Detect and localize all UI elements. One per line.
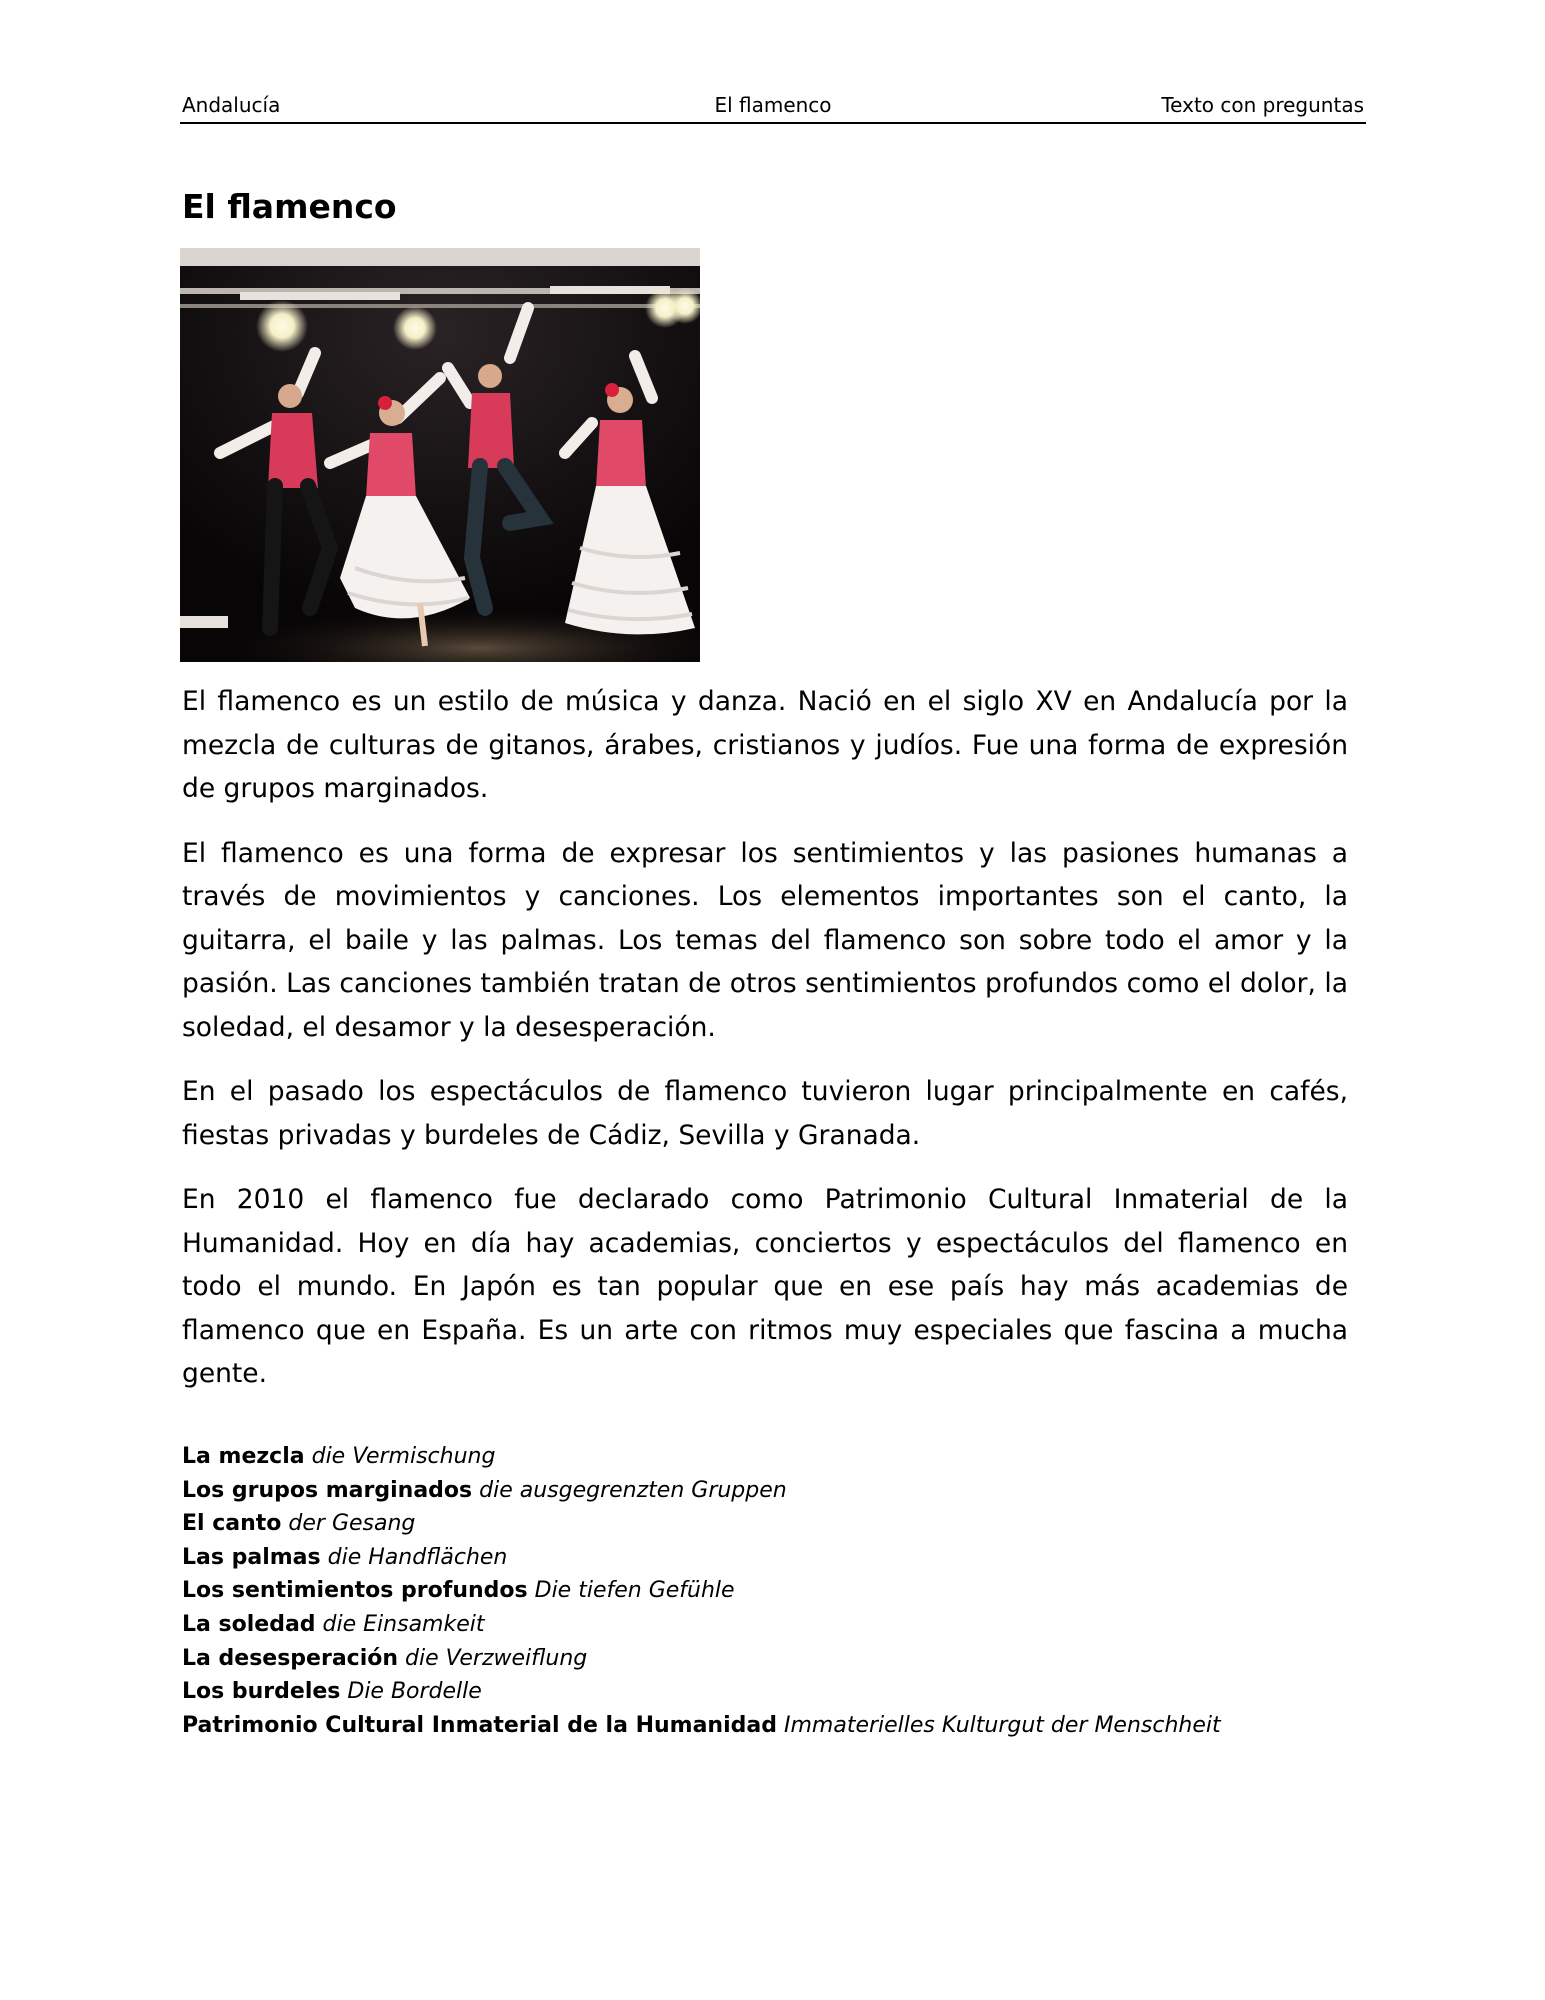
stage-light-icon	[393, 306, 437, 350]
stage-light-icon	[256, 300, 308, 352]
article-body	[182, 680, 1348, 1417]
vocabulary-term: La mezcla	[182, 1444, 305, 1469]
vocabulary-term: Los sentimientos profundos	[182, 1578, 528, 1604]
vocabulary-definition: die Verzweiflung	[405, 1645, 588, 1671]
vocabulary-term: Los burdeles	[182, 1679, 341, 1705]
vocabulary-definition: die Handflächen	[327, 1544, 508, 1570]
header-center: El flamenco	[714, 93, 832, 117]
vocabulary-term: Las palmas	[182, 1544, 321, 1570]
vocabulary-definition: die ausgegrenzten Gruppen	[479, 1477, 787, 1503]
vocabulary-definition: die Vermischung	[311, 1444, 496, 1469]
vocabulary-definition: Immaterielles Kulturgut der Menschheit	[783, 1712, 1221, 1738]
vocabulary-term: Los grupos marginados	[182, 1477, 473, 1503]
vocabulary-definition: Die Bordelle	[347, 1679, 482, 1705]
vocabulary-item	[182, 1642, 1348, 1676]
document-page	[180, 0, 1370, 2000]
vocabulary-item	[182, 1675, 1348, 1709]
vocabulary-term: La soledad	[182, 1611, 316, 1637]
paragraph-4: En 2010 el flamenco fue declarado como Patrimonio Cultural Inmaterial de la Humanidad. Hoy en día hay academias, conciertos y espectáculos del flamenco en todo el mundo. En Japón es tan popular que en ese país hay más academias de flamenco que en España. Es un arte con ritmos muy especiales que fascina a mucha gente.	[182, 1184, 1348, 1389]
vocabulary-term: El canto	[182, 1511, 282, 1537]
vocabulary-term: La desesperación	[182, 1645, 399, 1671]
vocabulary-item	[182, 1541, 1348, 1575]
vocabulary-item	[182, 1709, 1348, 1743]
vocabulary-definition: die Einsamkeit	[322, 1611, 485, 1637]
page-header	[180, 92, 1366, 124]
page-title: El flamenco	[182, 187, 397, 226]
vocabulary-list	[182, 1440, 1348, 1742]
paragraph-2: El flamenco es una forma de expresar los sentimientos y las pasiones humanas a través de movimientos y canciones. Los elementos importantes son el canto, la guitarra, el baile y las palmas. Los temas del flamenco son sobre todo el amor y la pasión. Las canciones también tratan de otros sentimientos profundos como el dolor, la soledad, el desamor y la desesperación.	[182, 837, 1348, 1043]
vocabulary-term: Patrimonio Cultural Inmaterial de la Humanidad	[182, 1712, 777, 1738]
vocabulary-item	[182, 1440, 1348, 1474]
flamenco-photo	[180, 248, 700, 662]
paragraph-1: El flamenco es un estilo de música y danza. Nació en el siglo XV en Andalucía por la mezcla de culturas de gitanos, árabes, cristianos y judíos. Fue una forma de expresión de grupos marginados.	[182, 686, 1348, 804]
vocabulary-item	[182, 1507, 1348, 1541]
vocabulary-definition: der Gesang	[288, 1511, 416, 1537]
vocabulary-definition: Die tiefen Gefühle	[534, 1578, 735, 1604]
vocabulary-item	[182, 1574, 1348, 1608]
header-right: Texto con preguntas	[1161, 93, 1364, 117]
header-left: Andalucía	[182, 93, 281, 117]
paragraph-3: En el pasado los espectáculos de flamenco tuvieron lugar principalmente en cafés, fiestas privadas y burdeles de Cádiz, Sevilla y Granada.	[182, 1076, 1348, 1151]
vocabulary-item	[182, 1474, 1348, 1508]
vocabulary-item	[182, 1608, 1348, 1642]
flamenco-dancers-image	[180, 248, 700, 662]
